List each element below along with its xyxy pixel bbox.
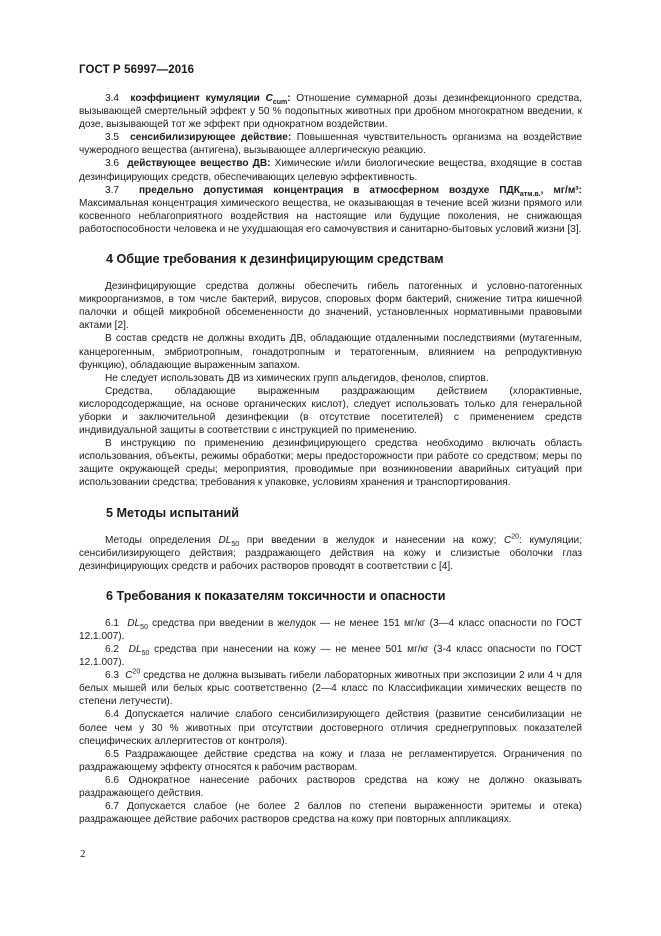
document-header: ГОСТ Р 56997—2016 [79, 64, 195, 76]
section-5-heading: 5 Методы испытаний [106, 505, 239, 520]
term: действующее вещество ДВ: [127, 158, 271, 170]
definition-3-5 [79, 131, 582, 157]
definition-3-7 [79, 184, 582, 236]
definition-text: Химические и/или биологические вещества, входящие в состав дезинфицирующих средств, обеспечивающих целевую эффективность. [79, 158, 582, 183]
clause-6-6: 6.6 Однократное нанесение рабочих растворов средства на кожу не должно оказывать раздражающего действия. [79, 774, 582, 800]
clause-6-2: 6.2 $DL_{50}$ средства при нанесении на кожу — не менее 501 мг/кг (3-4 класс опасности по ГОСТ 12.1.007). [79, 644, 582, 669]
page-number: 2 [80, 848, 86, 860]
clause-6-4: 6.4 Допускается наличие слабого сенсибилизирующего действия (развитие сенсибилизации не более чем у 30 % животных при отсутствии достоверного отличия среднегрупповых показателей специфических аллергитестов от контроля). [79, 709, 582, 747]
clause-number: 3.5 [105, 132, 120, 144]
page-content [79, 92, 582, 826]
clause-6-1: 6.1 $DL_{50}$ средства при введении в желудок — не менее 151 мг/кг (3—4 класс опасности по ГОСТ 12.1.007). [79, 617, 582, 642]
definition-text: Повышенная чувствительность организма на воздействие чужеродного вещества (антигена), вызывающее аллергическую реакцию. [79, 132, 582, 157]
clause-6-7: 6.7 Допускается слабое (не более 2 баллов по степени выраженности эритемы и отека) раздражающее действие рабочих растворов средства на кожу при повторных аппликациях. [79, 801, 582, 826]
clause-number: 3.7 [105, 184, 120, 196]
section-5-paragraph: Методы определения $DL_{50}$ при введении в желудок и нанесении на кожу; $C^{20}$: кумуляции; сенсибилизирующего действия; раздражающего действия на кожу и слизистые оболочки глаз дезинфицирующих средств и рабочих растворов проводят в соответствии с [4]. [79, 533, 583, 572]
definition-text: Отношение суммарной дозы дезинфекционного средства, вызывающей смертельный эффект у 50 % подопытных животных при дробном многократном введении, к дозе, вызывающей тот же эффект при однократном воздействии. [79, 93, 582, 131]
section-4-paragraph: Дезинфицирующие средства должны обеспечить гибель патогенных и условно-патогенных микроорганизмов, в том числе бактерий, вирусов, споровых форм бактерий, снижение титра кишечной палочки и общей микробной обсемененности до значений, установленных нормативными правовыми актами [2]. [79, 281, 582, 332]
clause-6-5: 6.5 Раздражающее действие средства на кожу и глаза не регламентируется. Ограничения по раздражающему эффекту относятся к рабочим растворам. [79, 748, 582, 773]
definition-3-4 [79, 92, 582, 131]
section-4-paragraph: Не следует использовать ДВ из химических групп альдегидов, фенолов, спиртов. [105, 372, 489, 384]
definition-text: Максимальная концентрация химического вещества, не оказывающая в течение всей жизни прямого или косвенного неблагоприятного воздействия на настоящие или будущие поколения, не снижающая работоспособности человека и не ухудшающая его самочувствия и санитарно-бытовых условий жизни [3]. [79, 197, 582, 235]
term: сенсибилизирующее действие: [130, 132, 292, 144]
clause-number: 3.4 [105, 93, 120, 104]
section-4-paragraph: В инструкцию по применению дезинфицирующего средства необходимо включать область использования, объекты, режимы обработки; меры предосторожности при работе со средством; меры по защите окружающей среды; мероприятия, проводимые при возникновении аварийных ситуаций при использовании средства; требования к упаковке, условиям хранения и транспортирования. [79, 438, 582, 489]
section-6-heading: 6 Требования к показателям токсичности и опасности [106, 588, 446, 603]
clause-6-3: 6.3 $C^{20}$ средства не должна вызывать гибели лабораторных животных при экспозиции 2 или 4 ч для белых мышей или белых крыс соответственно (2—4 класс по Классификации химических веществ по степени летучести). [79, 668, 583, 708]
definition-3-6 [79, 157, 582, 183]
term: предельно допустимая концентрация в атмосферном воздухе $ПДК_{атм.в.}$, мг/м³: [138, 184, 583, 198]
section-4-paragraph: В состав средств не должны входить ДВ, обладающие отдаленными последствиями (мутагенным, канцерогенным, эмбриотропным, гонадотропным и тератогенным, влиянием на репродуктивную функцию), обладающие выраженным запахом. [79, 333, 582, 371]
clause-number: 3.6 [105, 158, 120, 170]
section-4-heading: 4 Общие требования к дезинфицирующим средствам [106, 252, 444, 267]
section-4-paragraph: Средства, обладающие выраженным раздражающим действием (хлорактивные, кислородсодержащие, на основе органических кислот), следует использовать только для генеральной уборки и заключительной дезинфекции (в отсутствие посетителей) с применением средств индивидуальной защиты в соответствии с инструкцией по применению. [79, 385, 582, 437]
term: коэффициент кумуляции $C_{cum}$: [130, 93, 291, 107]
